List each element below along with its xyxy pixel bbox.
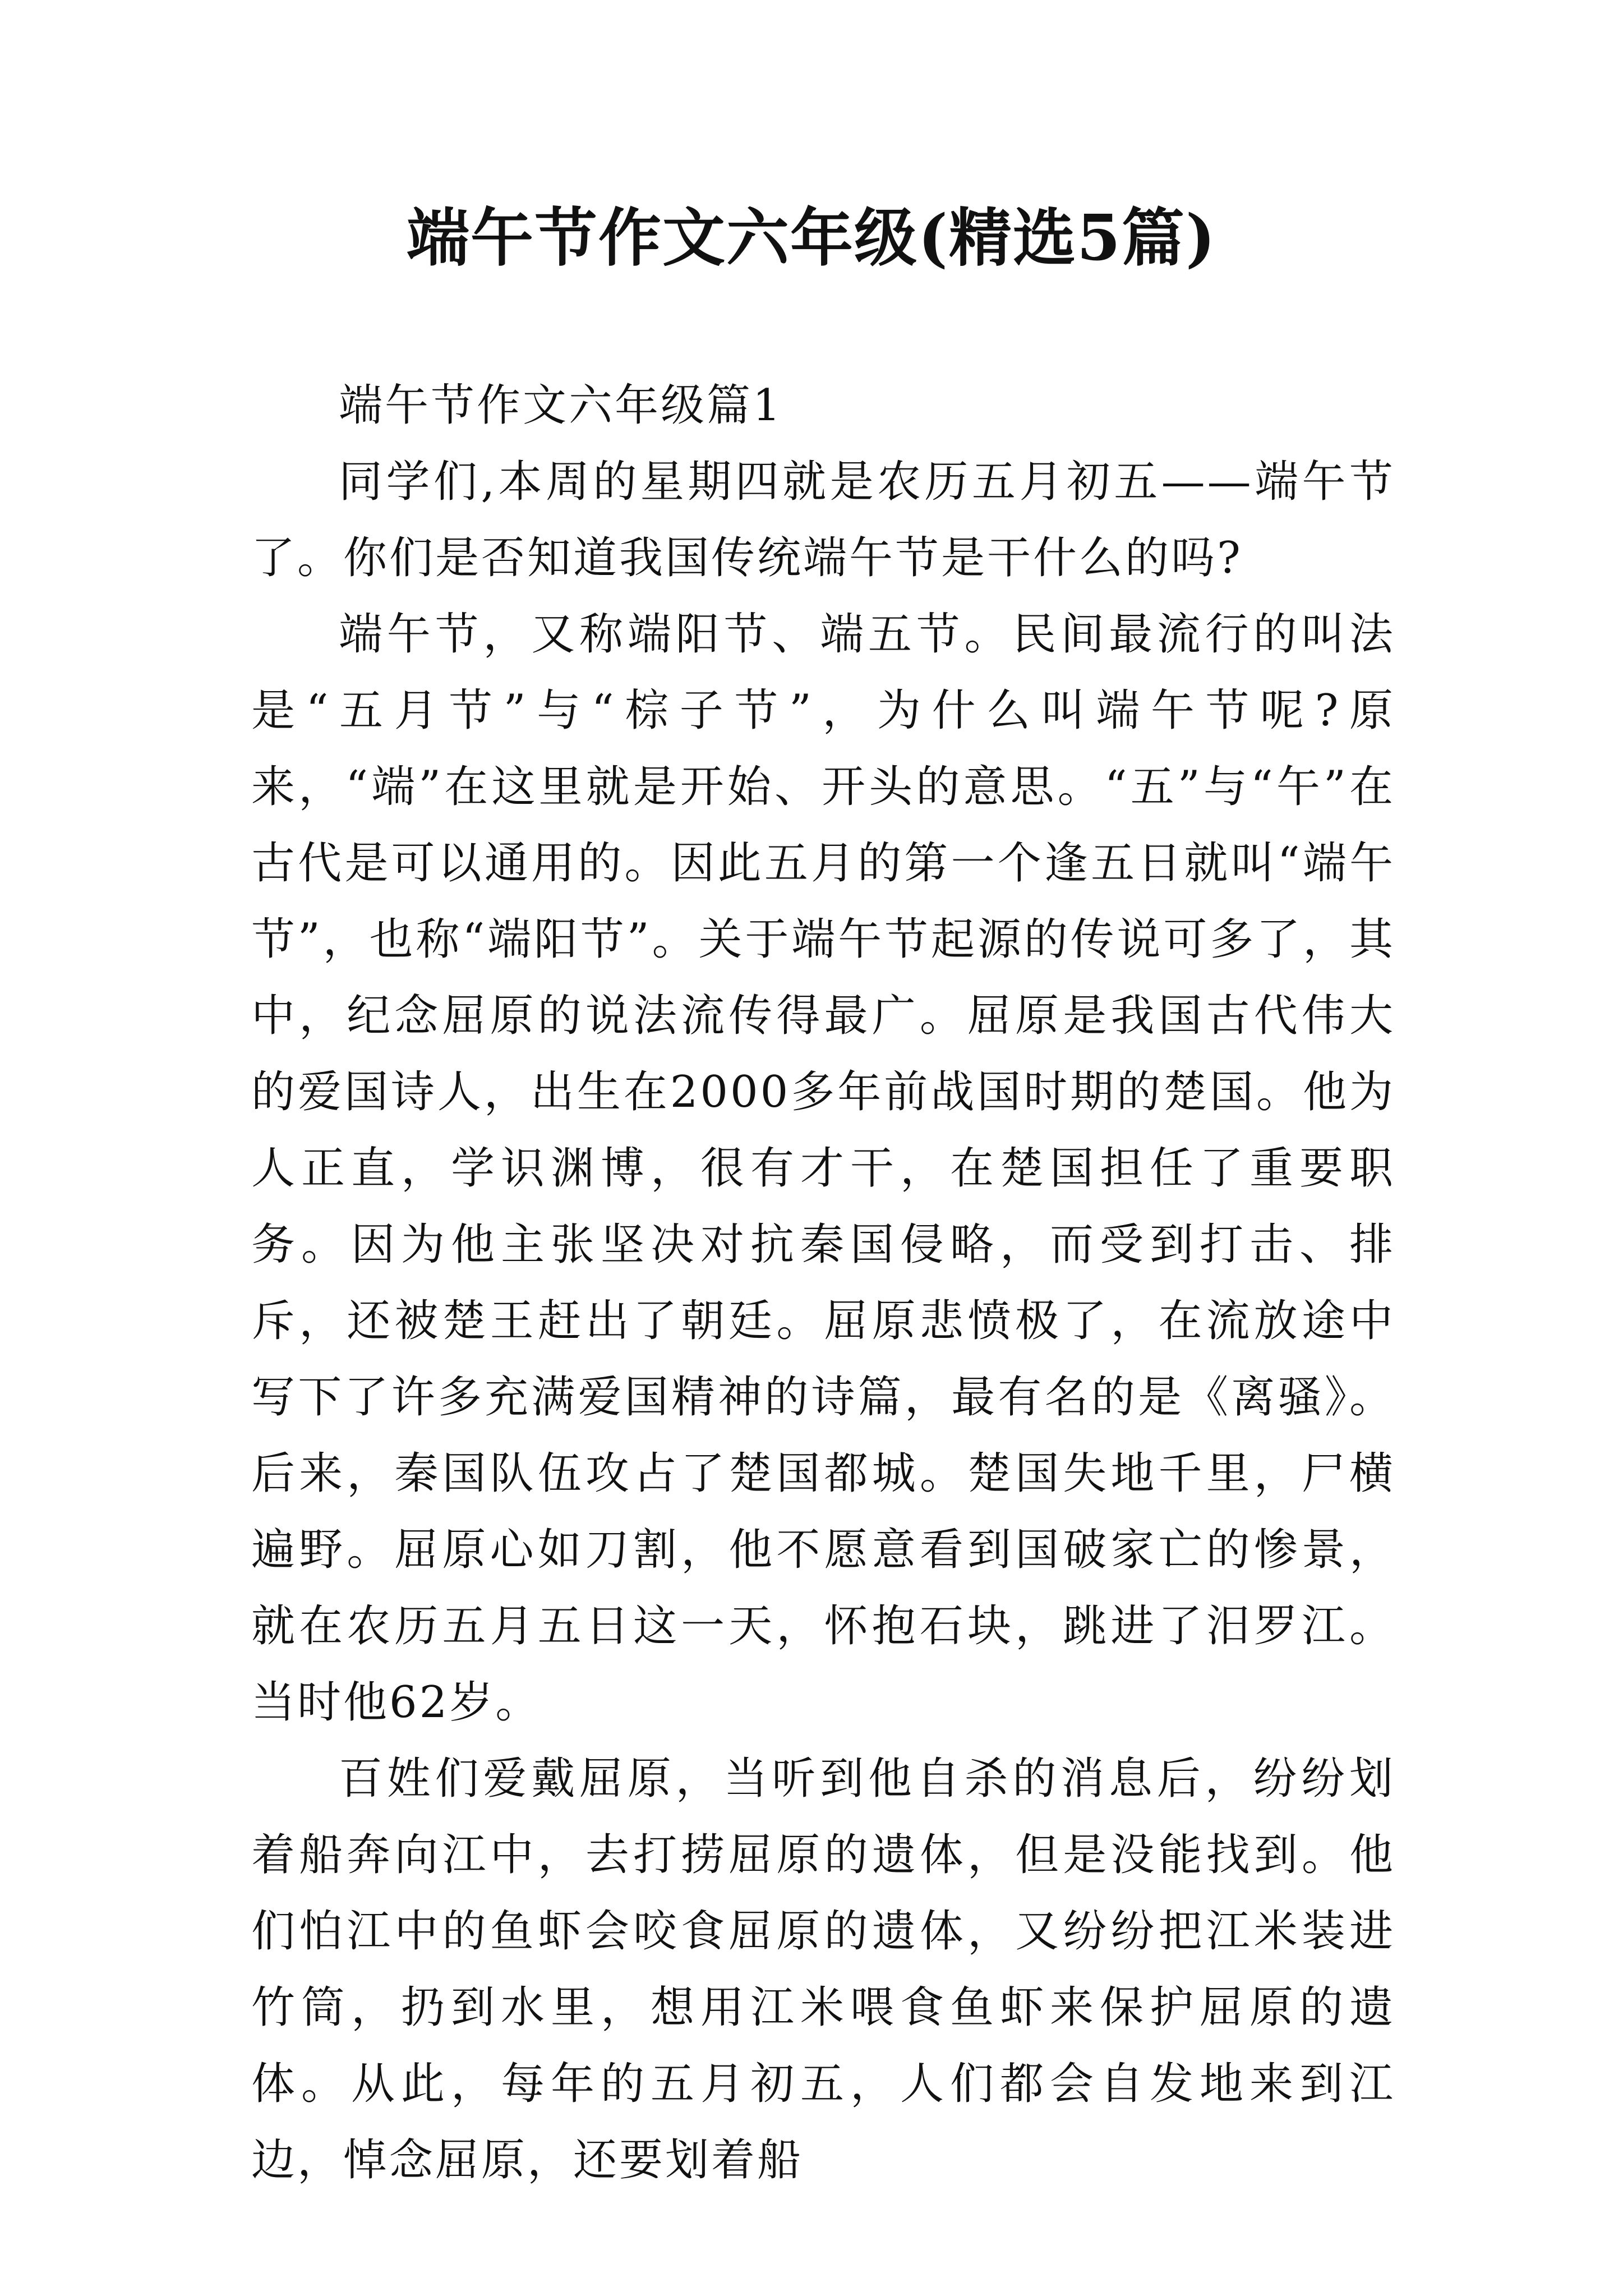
- document-body: [251, 367, 1395, 2198]
- document-title: 端午节作文六年级(精选5篇): [407, 201, 1216, 275]
- section-heading: 端午节作文六年级篇1: [339, 380, 783, 431]
- paragraph-3: 百姓们爱戴屈原，当听到他自杀的消息后，纷纷划着船奔向江中，去打捞屈原的遗体，但是没能找到。他们怕江中的鱼虾会咬食屈原的遗体，又纷纷把江米装进竹筒，扔到水里，想用江米喂食鱼虾来保护屈原的遗体。从此，每年的五月初五，人们都会自发地来到江边，悼念屈原，还要划着船: [251, 1754, 1395, 2185]
- paragraph-2: 端午节，又称端阳节、端五节。民间最流行的叫法是“五月节”与“棕子节”，为什么叫端午节呢?原来，“端”在这里就是开始、开头的意思。“五”与“午”在古代是可以通用的。因此五月的第一个逢五日就叫“端午节”，也称“端阳节”。关于端午节起源的传说可多了，其中，纪念屈原的说法流传得最广。屈原是我国古代伟大的爱国诗人，出生在2000多年前战国时期的楚国。他为人正直，学识渊博，很有才干，在楚国担任了重要职务。因为他主张坚决对抗秦国侵略，而受到打击、排斥，还被楚王赶出了朝廷。屈原悲愤极了，在流放途中写下了许多充满爱国精神的诗篇，最有名的是《离骚》。后来，秦国队伍攻占了楚国都城。楚国失地千里，尸横遍野。屈原心如刀割，他不愿意看到国破家亡的惨景，就在农历五月五日这一天，怀抱石块，跳进了汨罗江。当时他62岁。: [251, 609, 1395, 1728]
- paragraph-1: 同学们,本周的星期四就是农历五月初五——端午节了。你们是否知道我国传统端午节是干什么的吗?: [251, 457, 1395, 583]
